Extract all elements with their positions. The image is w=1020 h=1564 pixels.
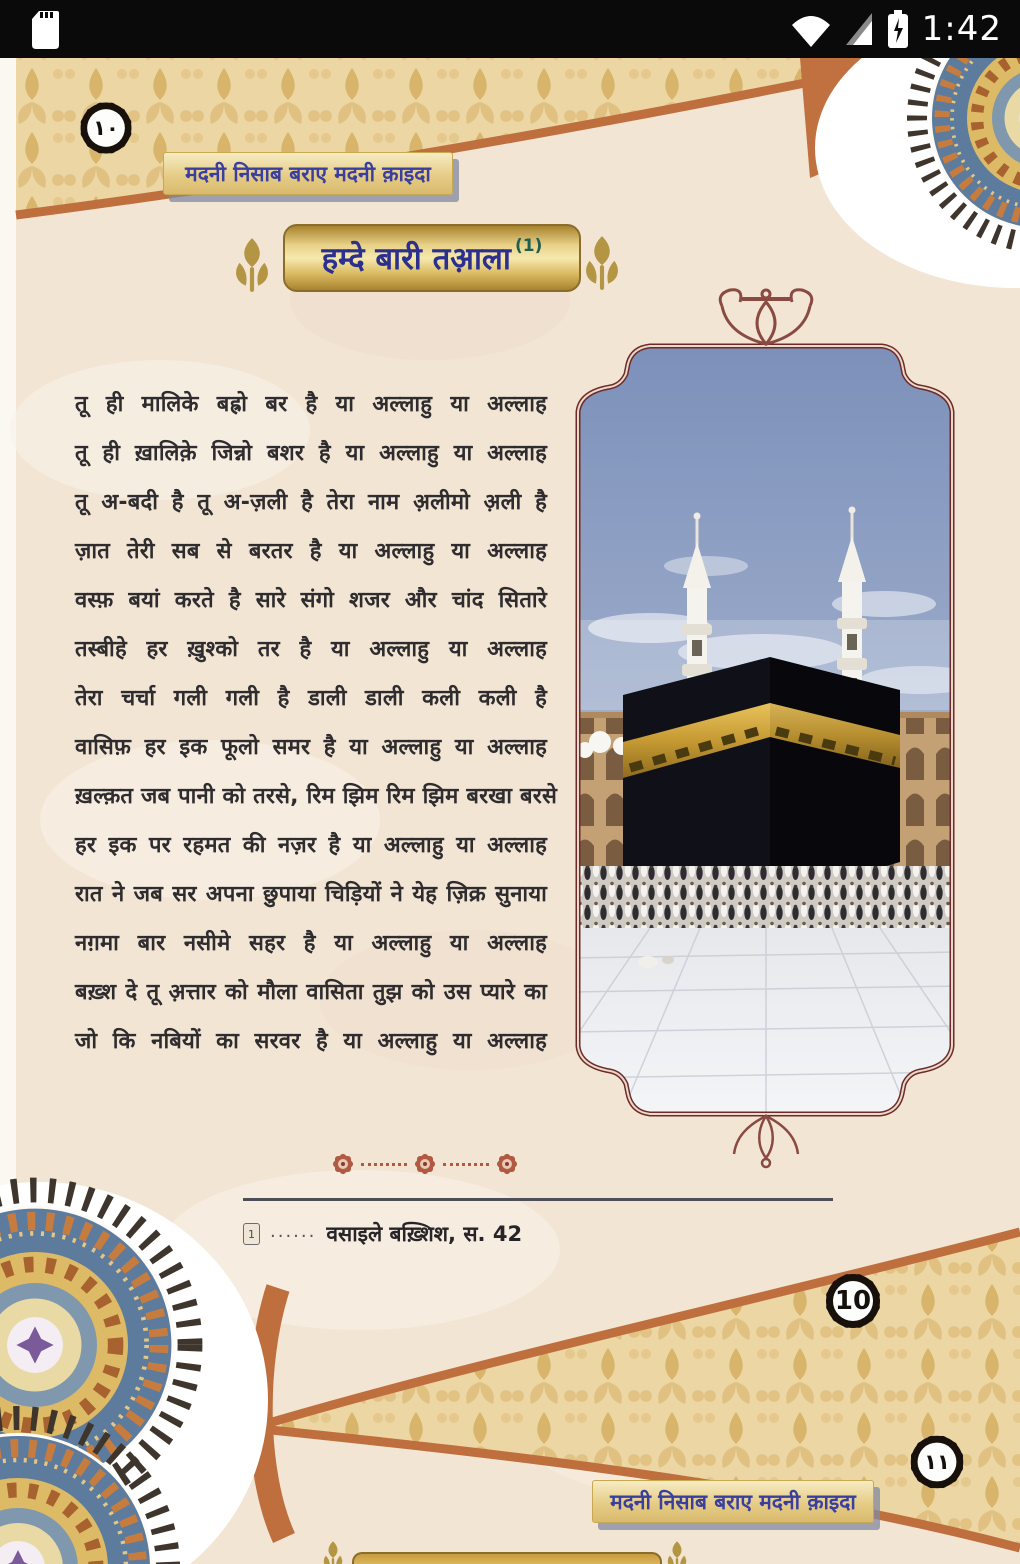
sdcard-icon (32, 9, 59, 49)
footnote-text: वसाइले बख़्शिश, स. 42 (326, 1222, 523, 1246)
ornamental-divider (330, 1148, 520, 1180)
kaaba-cube (623, 657, 900, 900)
poem-line: वस्फ़ बयां करते है सारे संगो शजर और चांद सितारे (75, 588, 547, 613)
page11-badge-number: ١١ (924, 1450, 950, 1474)
signal-icon (844, 9, 874, 49)
pilgrim-on-floor (638, 956, 658, 968)
rosette-icon (494, 1151, 520, 1177)
next-chapter-title-bar (352, 1552, 662, 1564)
footnote (243, 1220, 522, 1248)
poem-line: जो कि नबियों का सरवर है या अल्लाहु या अल्लाह (75, 1029, 547, 1054)
next-title-flourish-left (320, 1540, 346, 1564)
next-title-flourish-right (664, 1540, 690, 1564)
poem-line: वासिफ़ हर इक फूलो समर है या अल्लाहु या अल्लाह (75, 735, 547, 760)
page11-header-text: मदनी निसाब बराए मदनी क़ाइदा (610, 1489, 856, 1514)
poem-line: तू अ-बदी है तू अ-ज़ली है तेरा नाम अ़लीमो अ़ली है (75, 490, 547, 515)
title-flourish-right (580, 234, 624, 292)
rosette-icon (412, 1151, 438, 1177)
chapter-title: हम्दे बारी तआ़ला (321, 241, 511, 277)
poem-line: रात ने जब सर अपना छुपाया चिड़ियों ने येह ज़िक्र सुनाया (75, 882, 547, 907)
rosette-icon (330, 1151, 356, 1177)
status-bar (0, 0, 1020, 58)
chapter-title-bar (283, 224, 581, 292)
footnote-dots: ...... (270, 1220, 317, 1242)
page-number: 10 (834, 1286, 872, 1316)
title-flourish-left (230, 236, 274, 294)
battery-charging-icon (886, 9, 910, 49)
poem-line: ख़ल्क़त जब पानी को तरसे, रिम झिम रिम झिम बरखा बरसे (75, 784, 558, 809)
poem-line: तू ही मालिके बह्रो बर है या अल्लाहु या अल्लाह (75, 392, 547, 417)
page11-badge (903, 1428, 971, 1496)
poem-line: तू ही ख़ालिक़े जिन्नो बशर है या अल्लाहु या अल्लाह (75, 441, 547, 466)
page11-header-ribbon (592, 1480, 874, 1523)
page10-badge-number: ١٠ (93, 116, 119, 140)
page10-badge (73, 95, 139, 161)
footnote-marker: 1 (243, 1223, 260, 1245)
book-page[interactable] (0, 58, 1020, 1564)
poem-line: बख़्श दे तू अ़त्तार को मौला वासिता तुझ को उस प्यारे का (75, 980, 547, 1005)
pilgrims-crowd (573, 866, 959, 932)
page10-header-text: मदनी निसाब बराए मदनी क़ाइदा (185, 161, 431, 186)
poem-line: तस्बीहे हर ख़ुश्को तर है या अल्लाहु या अल्लाह (75, 637, 547, 662)
clock-time: 1:42 (921, 9, 1002, 49)
poem-line: ज़ात तेरी सब से बरतर है या अल्लाहु या अल्लाह (75, 539, 547, 564)
poem-line: नग़मा बार नसीमे सहर है या अल्लाहु या अल्लाह (75, 931, 547, 956)
kaaba-photo (560, 290, 990, 1167)
poem-line: तेरा चर्चा गली गली है डाली डाली कली कली है (75, 686, 547, 711)
page-number-badge (818, 1266, 888, 1336)
footnote-reference[interactable]: (1) (514, 236, 543, 256)
poem-line: हर इक पर रहमत की नज़र है या अल्लाहु या अल्लाह (75, 833, 547, 858)
page10-header-ribbon (163, 152, 453, 195)
footnote-rule (243, 1198, 833, 1201)
wifi-icon (790, 9, 832, 49)
